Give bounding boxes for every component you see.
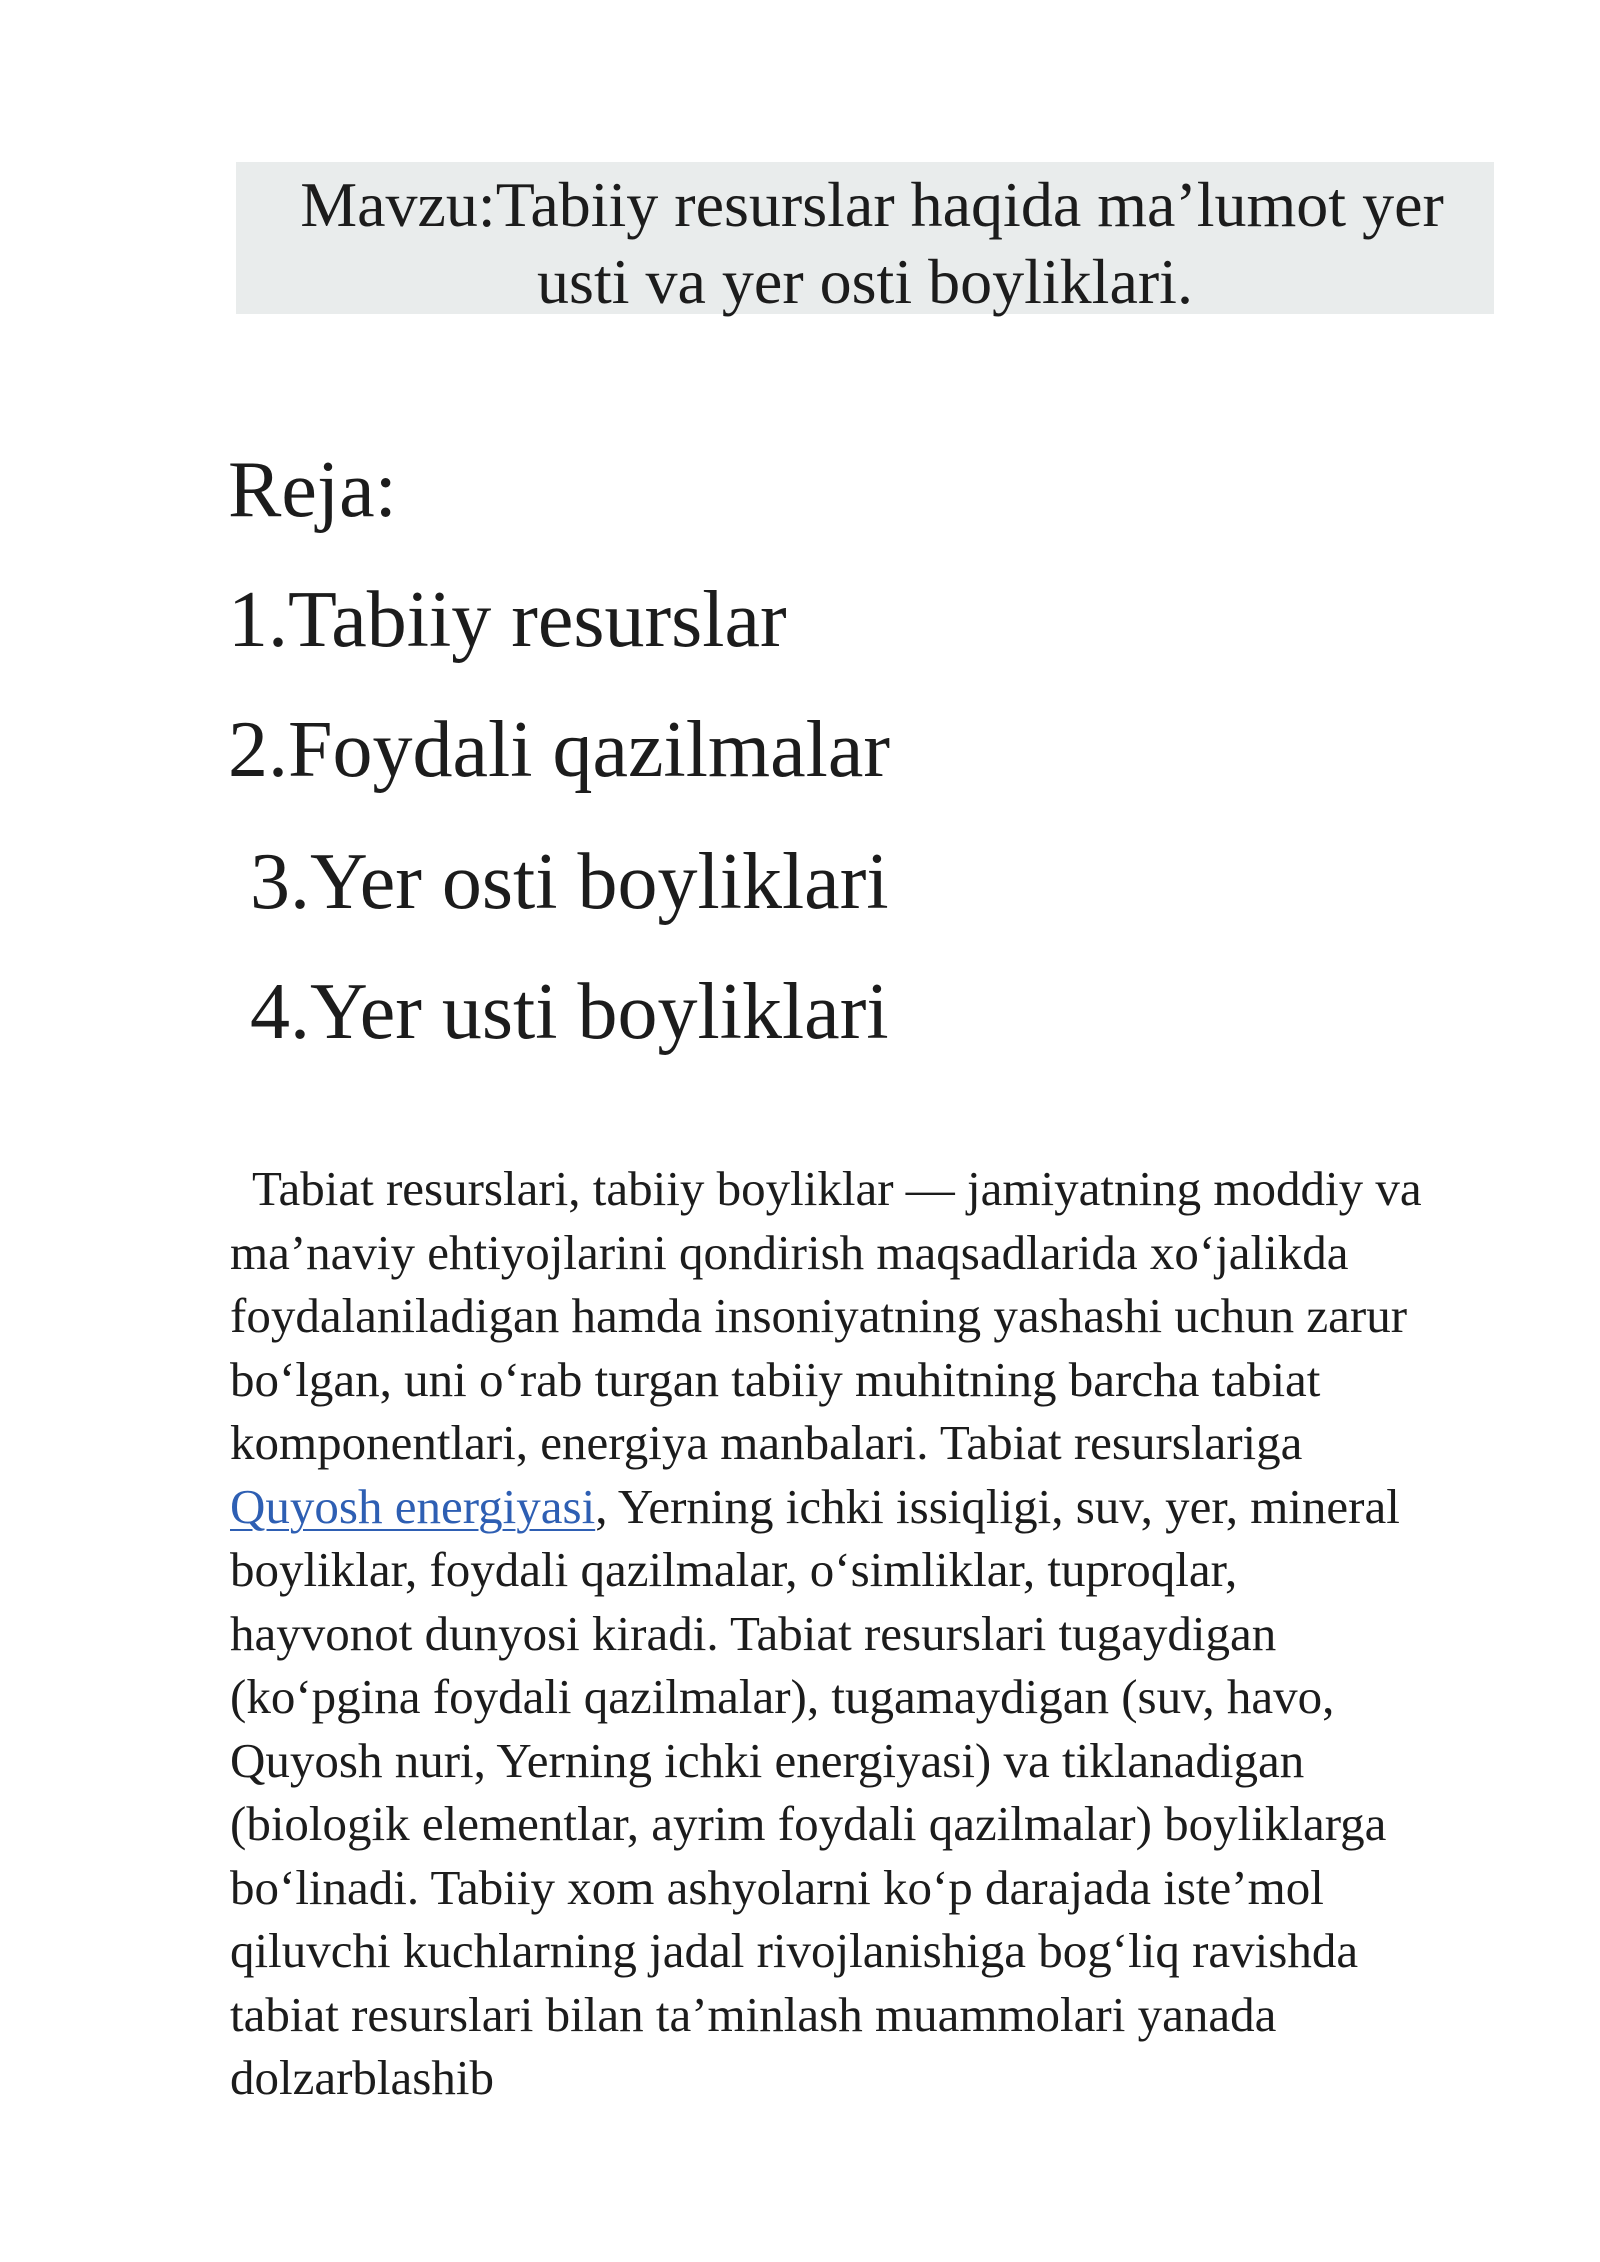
plan-heading: Reja: xyxy=(228,446,397,534)
body-line: hayvonot dunyosi kiradi. Tabiat resurslari tugaydigan xyxy=(230,1605,1277,1661)
body-line: (koʻpgina foydali qazilmalar), tugamaydigan (suv, havo, xyxy=(230,1669,1335,1724)
topic-title-line-1: Mavzu:Tabiiy resurslar haqida ma’lumot yer xyxy=(300,169,1444,240)
body-paragraph xyxy=(230,1157,1530,2110)
body-line-continuation: , Yerning ichki issiqligi, suv, yer, mineral xyxy=(595,1478,1400,1534)
body-line: boʻlgan, uni oʻrab turgan tabiiy muhitning barcha tabiat xyxy=(230,1351,1321,1407)
quyosh-energiyasi-link[interactable]: Quyosh energiyasi xyxy=(230,1478,596,1534)
body-line: ma’naviy ehtiyojlarini qondirish maqsadlarida xoʻjalikda xyxy=(230,1224,1349,1280)
body-line: komponentlari, energiya manbalari. Tabiat resurslariga xyxy=(230,1415,1303,1470)
body-line: boyliklar, foydali qazilmalar, oʻsimliklar, tuproqlar, xyxy=(230,1542,1238,1597)
body-line: dolzarblashib xyxy=(230,2050,494,2105)
body-line: boʻlinadi. Tabiiy xom ashyolarni koʻp darajada iste’mol xyxy=(230,1859,1324,1915)
plan-item-4: 4.Yer usti boyliklari xyxy=(250,968,889,1056)
plan-item-3: 3.Yer osti boyliklari xyxy=(250,838,889,926)
topic-title-line-2: usti va yer osti boyliklari. xyxy=(537,246,1193,317)
body-line: (biologik elementlar, ayrim foydali qazilmalar) boyliklarga xyxy=(230,1796,1387,1851)
topic-title-box xyxy=(236,162,1494,317)
body-line: qiluvchi kuchlarning jadal rivojlanishiga bogʻliq ravishda xyxy=(230,1923,1359,1978)
body-line: foydalaniladigan hamda insoniyatning yashashi uchun zarur xyxy=(230,1288,1408,1343)
plan-item-2: 2.Foydali qazilmalar xyxy=(228,706,891,794)
body-line: tabiat resurslari bilan ta’minlash muammolari yanada xyxy=(230,1986,1277,2042)
body-line-with-link xyxy=(230,1475,1530,1539)
body-line: Tabiat resurslari, tabiiy boyliklar — jamiyatning moddiy va xyxy=(252,1161,1422,1216)
body-line: Quyosh nuri, Yerning ichki energiyasi) va tiklanadigan xyxy=(230,1732,1305,1788)
plan-item-1: 1.Tabiiy resurslar xyxy=(228,576,787,664)
